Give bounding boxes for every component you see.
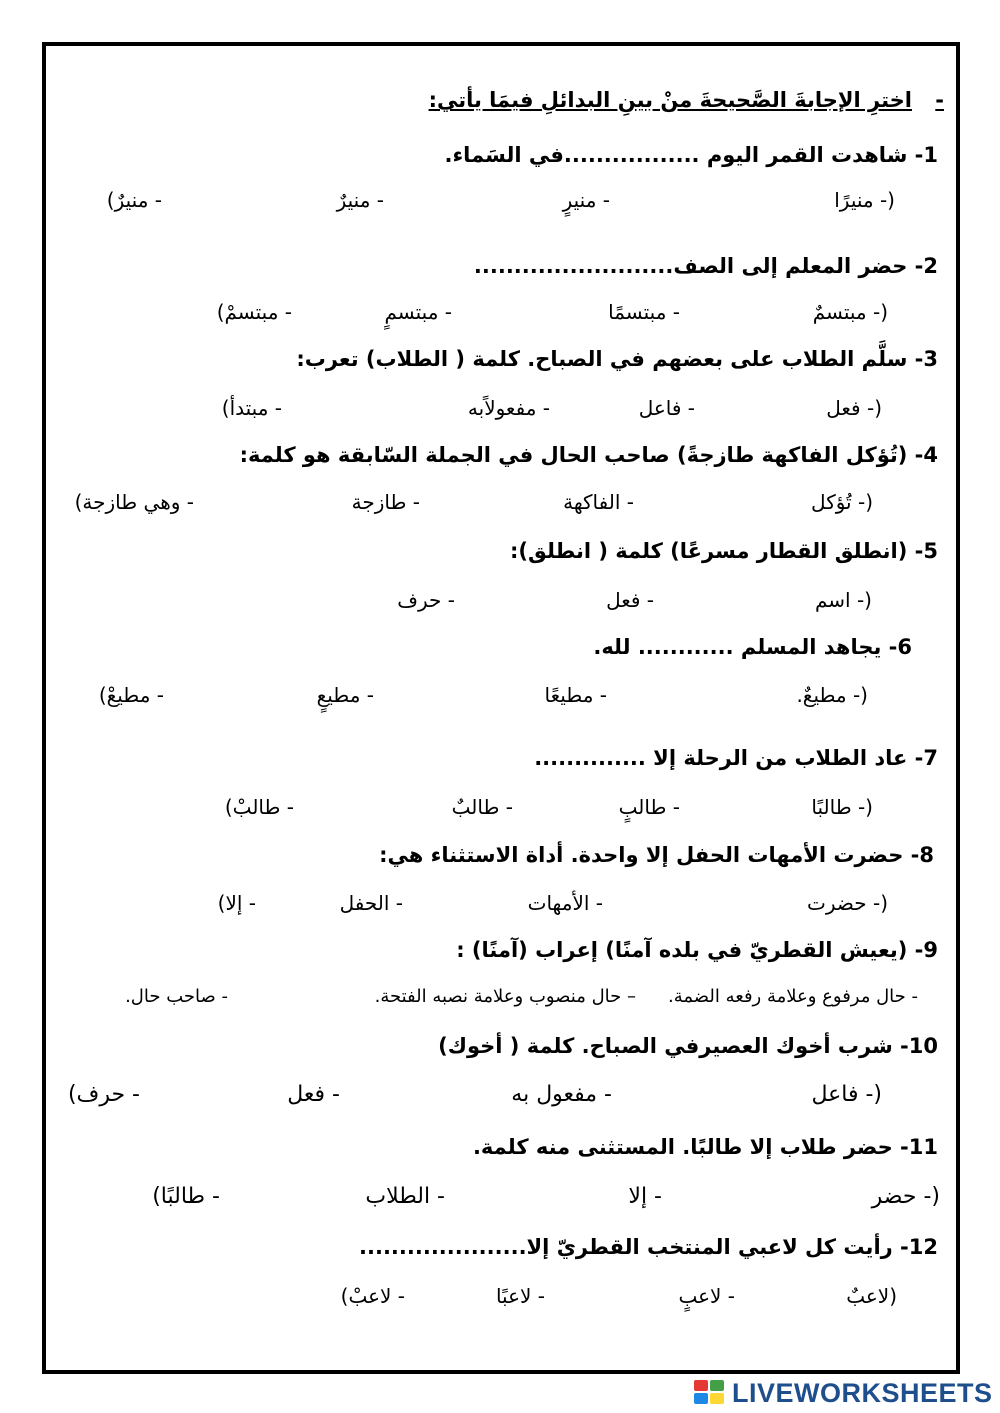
- q8-option-4[interactable]: - إلا): [217, 891, 256, 915]
- q6-option-1[interactable]: (- مطيعٌ.: [796, 683, 868, 707]
- q2-option-3[interactable]: - مبتسمٍ: [384, 300, 452, 324]
- q6-option-4[interactable]: - مطيعْ): [98, 683, 164, 707]
- q12-option-1[interactable]: (لاعبٌ: [846, 1284, 897, 1308]
- q2-option-1[interactable]: (- مبتسمٌ: [812, 300, 888, 324]
- q8-option-1[interactable]: (- حضرت: [807, 891, 888, 915]
- instruction-title: اخترِ الإجابةَ الصَّحيحةَ منْ بينِ البدائلِ فيمَا يأتي:: [428, 88, 912, 112]
- q1-option-1[interactable]: (- منيرًا: [834, 188, 895, 212]
- q9-option-2[interactable]: – حال منصوب وعلامة نصبه الفتحة.: [374, 986, 636, 1007]
- question-12: 12- رأيت كل لاعبي المنتخب القطريّ إلا.....................: [359, 1235, 938, 1259]
- q1-option-3[interactable]: - منيرٌ: [336, 188, 384, 212]
- question-8: 8- حضرت الأمهات الحفل إلا واحدة. أداة الاستثناء هي:: [379, 843, 934, 867]
- q7-option-1[interactable]: (- طالبًا: [811, 795, 873, 819]
- q4-option-2[interactable]: - الفاكهة: [563, 490, 634, 514]
- q5-option-3[interactable]: - حرف: [397, 588, 455, 612]
- instruction-bullet: -: [935, 88, 944, 112]
- question-2: 2- حضر المعلم إلى الصف.........................: [473, 254, 938, 278]
- q6-option-2[interactable]: - مطيعًا: [544, 683, 607, 707]
- question-10: 10- شرب أخوك العصيرفي الصباح. كلمة ( أخوك): [438, 1034, 938, 1058]
- q11-option-4[interactable]: - طالبًا): [152, 1184, 220, 1209]
- q4-option-1[interactable]: (- تُؤكل: [811, 490, 873, 514]
- q12-option-2[interactable]: - لاعبٍ: [678, 1284, 735, 1308]
- q10-option-4[interactable]: - حرف): [67, 1082, 140, 1107]
- question-7: 7- عاد الطلاب من الرحلة إلا ..............: [534, 746, 938, 770]
- q3-option-1[interactable]: (- فعل: [826, 396, 882, 420]
- q8-option-2[interactable]: - الأمهات: [527, 891, 603, 915]
- liveworksheets-logo-icon: [694, 1380, 728, 1406]
- q2-option-4[interactable]: - مبتسمْ): [216, 300, 292, 324]
- q5-option-2[interactable]: - فعل: [606, 588, 654, 612]
- q4-option-4[interactable]: - وهي طازجة): [74, 490, 194, 514]
- question-9: 9- (يعيش القطريّ في بلده آمنًا) إعراب (آمنًا) :: [456, 938, 938, 962]
- q12-option-3[interactable]: - لاعبًا: [495, 1284, 545, 1308]
- q11-option-2[interactable]: - إلا: [628, 1184, 662, 1209]
- q3-option-3[interactable]: - مفعولاًبه: [467, 396, 550, 420]
- q4-option-3[interactable]: - طازجة: [351, 490, 420, 514]
- q8-option-3[interactable]: - الحفل: [339, 891, 403, 915]
- q10-option-2[interactable]: - مفعول به: [511, 1082, 612, 1107]
- q12-option-4[interactable]: - لاعبْ): [340, 1284, 405, 1308]
- q1-option-2[interactable]: - منيرٍ: [562, 188, 610, 212]
- q7-option-2[interactable]: - طالبٍ: [618, 795, 680, 819]
- q9-option-3[interactable]: - صاحب حال.: [125, 986, 228, 1007]
- q3-option-4[interactable]: - مبتدأ): [221, 396, 282, 420]
- q1-option-4[interactable]: - منيرٌ): [106, 188, 162, 212]
- q11-option-1[interactable]: (- حضر: [871, 1184, 940, 1209]
- q5-option-1[interactable]: (- اسم: [814, 588, 872, 612]
- worksheet-frame: [42, 42, 960, 1374]
- q11-option-3[interactable]: - الطلاب: [365, 1184, 445, 1209]
- liveworksheets-logo[interactable]: [694, 1378, 993, 1408]
- q3-option-2[interactable]: - فاعل: [638, 396, 695, 420]
- q7-option-3[interactable]: - طالبٌ: [451, 795, 513, 819]
- question-4: 4- (تُؤكل الفاكهة طازجةً) صاحب الحال في الجملة السّابقة هو كلمة:: [239, 443, 938, 467]
- q7-option-4[interactable]: - طالبْ): [224, 795, 294, 819]
- q6-option-3[interactable]: - مطيعٍ: [316, 683, 374, 707]
- question-3: 3- سلَّم الطلاب على بعضهم في الصباح. كلمة ( الطلاب) تعرب:: [296, 347, 938, 371]
- question-6: 6- يجاهد المسلم ............ لله.: [593, 635, 912, 659]
- question-1: 1- شاهدت القمر اليوم .................في السَماء.: [444, 143, 938, 167]
- q10-option-1[interactable]: (- فاعل: [811, 1082, 882, 1107]
- question-11: 11- حضر طلاب إلا طالبًا. المستثنى منه كلمة.: [472, 1135, 938, 1159]
- q9-option-1[interactable]: - حال مرفوع وعلامة رفعه الضمة.: [668, 986, 918, 1007]
- liveworksheets-logo-text: LIVEWORKSHEETS: [732, 1377, 993, 1408]
- q2-option-2[interactable]: - مبتسمًا: [608, 300, 680, 324]
- q10-option-3[interactable]: - فعل: [287, 1082, 340, 1107]
- question-5: 5- (انطلق القطار مسرعًا) كلمة ( انطلق):: [510, 539, 938, 563]
